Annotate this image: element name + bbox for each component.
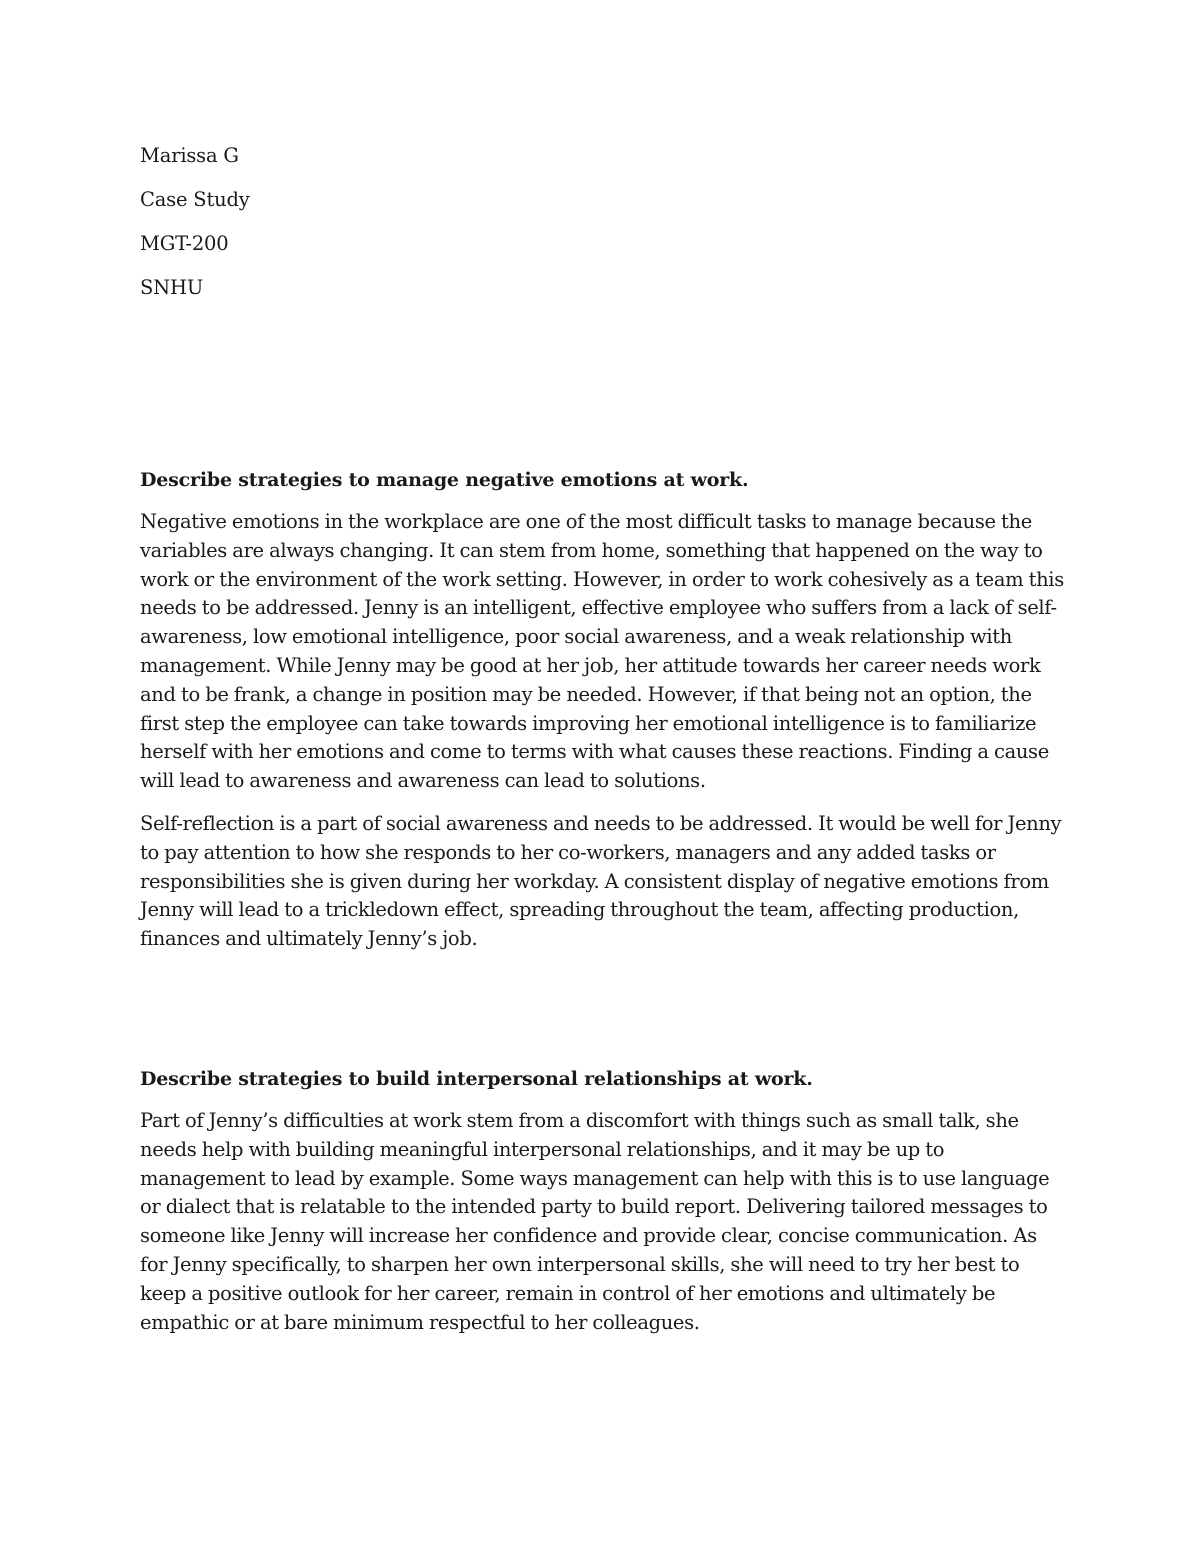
section-paragraph: Negative emotions in the workplace are one of the most difficult tasks to manage because the variables are always changing. It can stem from home, something that happened on the way to work or the environment of the work setting. However, in order to work cohesively as a team this needs to be addressed. Jenny is an intelligent, effective employee who suffers from a lack of self-awareness, low emotional intelligence, poor social awareness, and a weak relationship with management. While Jenny may be good at her job, her attitude towards her career needs work and to be frank, a change in position may be needed. However, if that being not an option, the first step the employee can take towards improving her emotional intelligence is to familiarize herself with her emotions and come to terms with what causes these reactions. Finding a cause will lead to awareness and awareness can lead to solutions. bbox=[140, 510, 1064, 793]
section-paragraph: Part of Jenny’s difficulties at work stem from a discomfort with things such as small talk, she needs help with building meaningful interpersonal relationships, and it may be up to management to lead by example. Some ways management can help with this is to use language or dialect that is relatable to the intended party to build report. Delivering tailored messages to someone like Jenny will increase her confidence and provide clear, concise communication. As for Jenny specifically, to sharpen her own interpersonal skills, she will need to try her best to keep a positive outlook for her career, remain in control of her emotions and ultimately be empathic or at bare minimum respectful to her colleagues. bbox=[140, 1108, 1050, 1334]
header-spacer bbox=[140, 316, 1065, 466]
school-name: SNHU bbox=[140, 276, 204, 299]
section-interpersonal-relationships bbox=[140, 1065, 1065, 1337]
document-title: Case Study bbox=[140, 188, 250, 211]
section-paragraph: Self-reflection is a part of social awareness and needs to be addressed. It would be well for Jenny to pay attention to how she responds to her co-workers, managers and any added tasks or responsibilities she is given during her workday. A consistent display of negative emotions from Jenny will lead to a trickledown effect, spreading throughout the team, affecting production, finances and ultimately Jenny’s job. bbox=[140, 811, 1062, 951]
section-heading: Describe strategies to manage negative emotions at work. bbox=[140, 469, 749, 491]
course-code: MGT-200 bbox=[140, 232, 229, 255]
author-name: Marissa G bbox=[140, 144, 239, 167]
document-header bbox=[140, 140, 1065, 303]
section-negative-emotions bbox=[140, 466, 1065, 954]
section-spacer bbox=[140, 968, 1065, 1065]
document-body bbox=[140, 140, 1065, 1351]
section-heading: Describe strategies to build interpersonal relationships at work. bbox=[140, 1067, 813, 1090]
